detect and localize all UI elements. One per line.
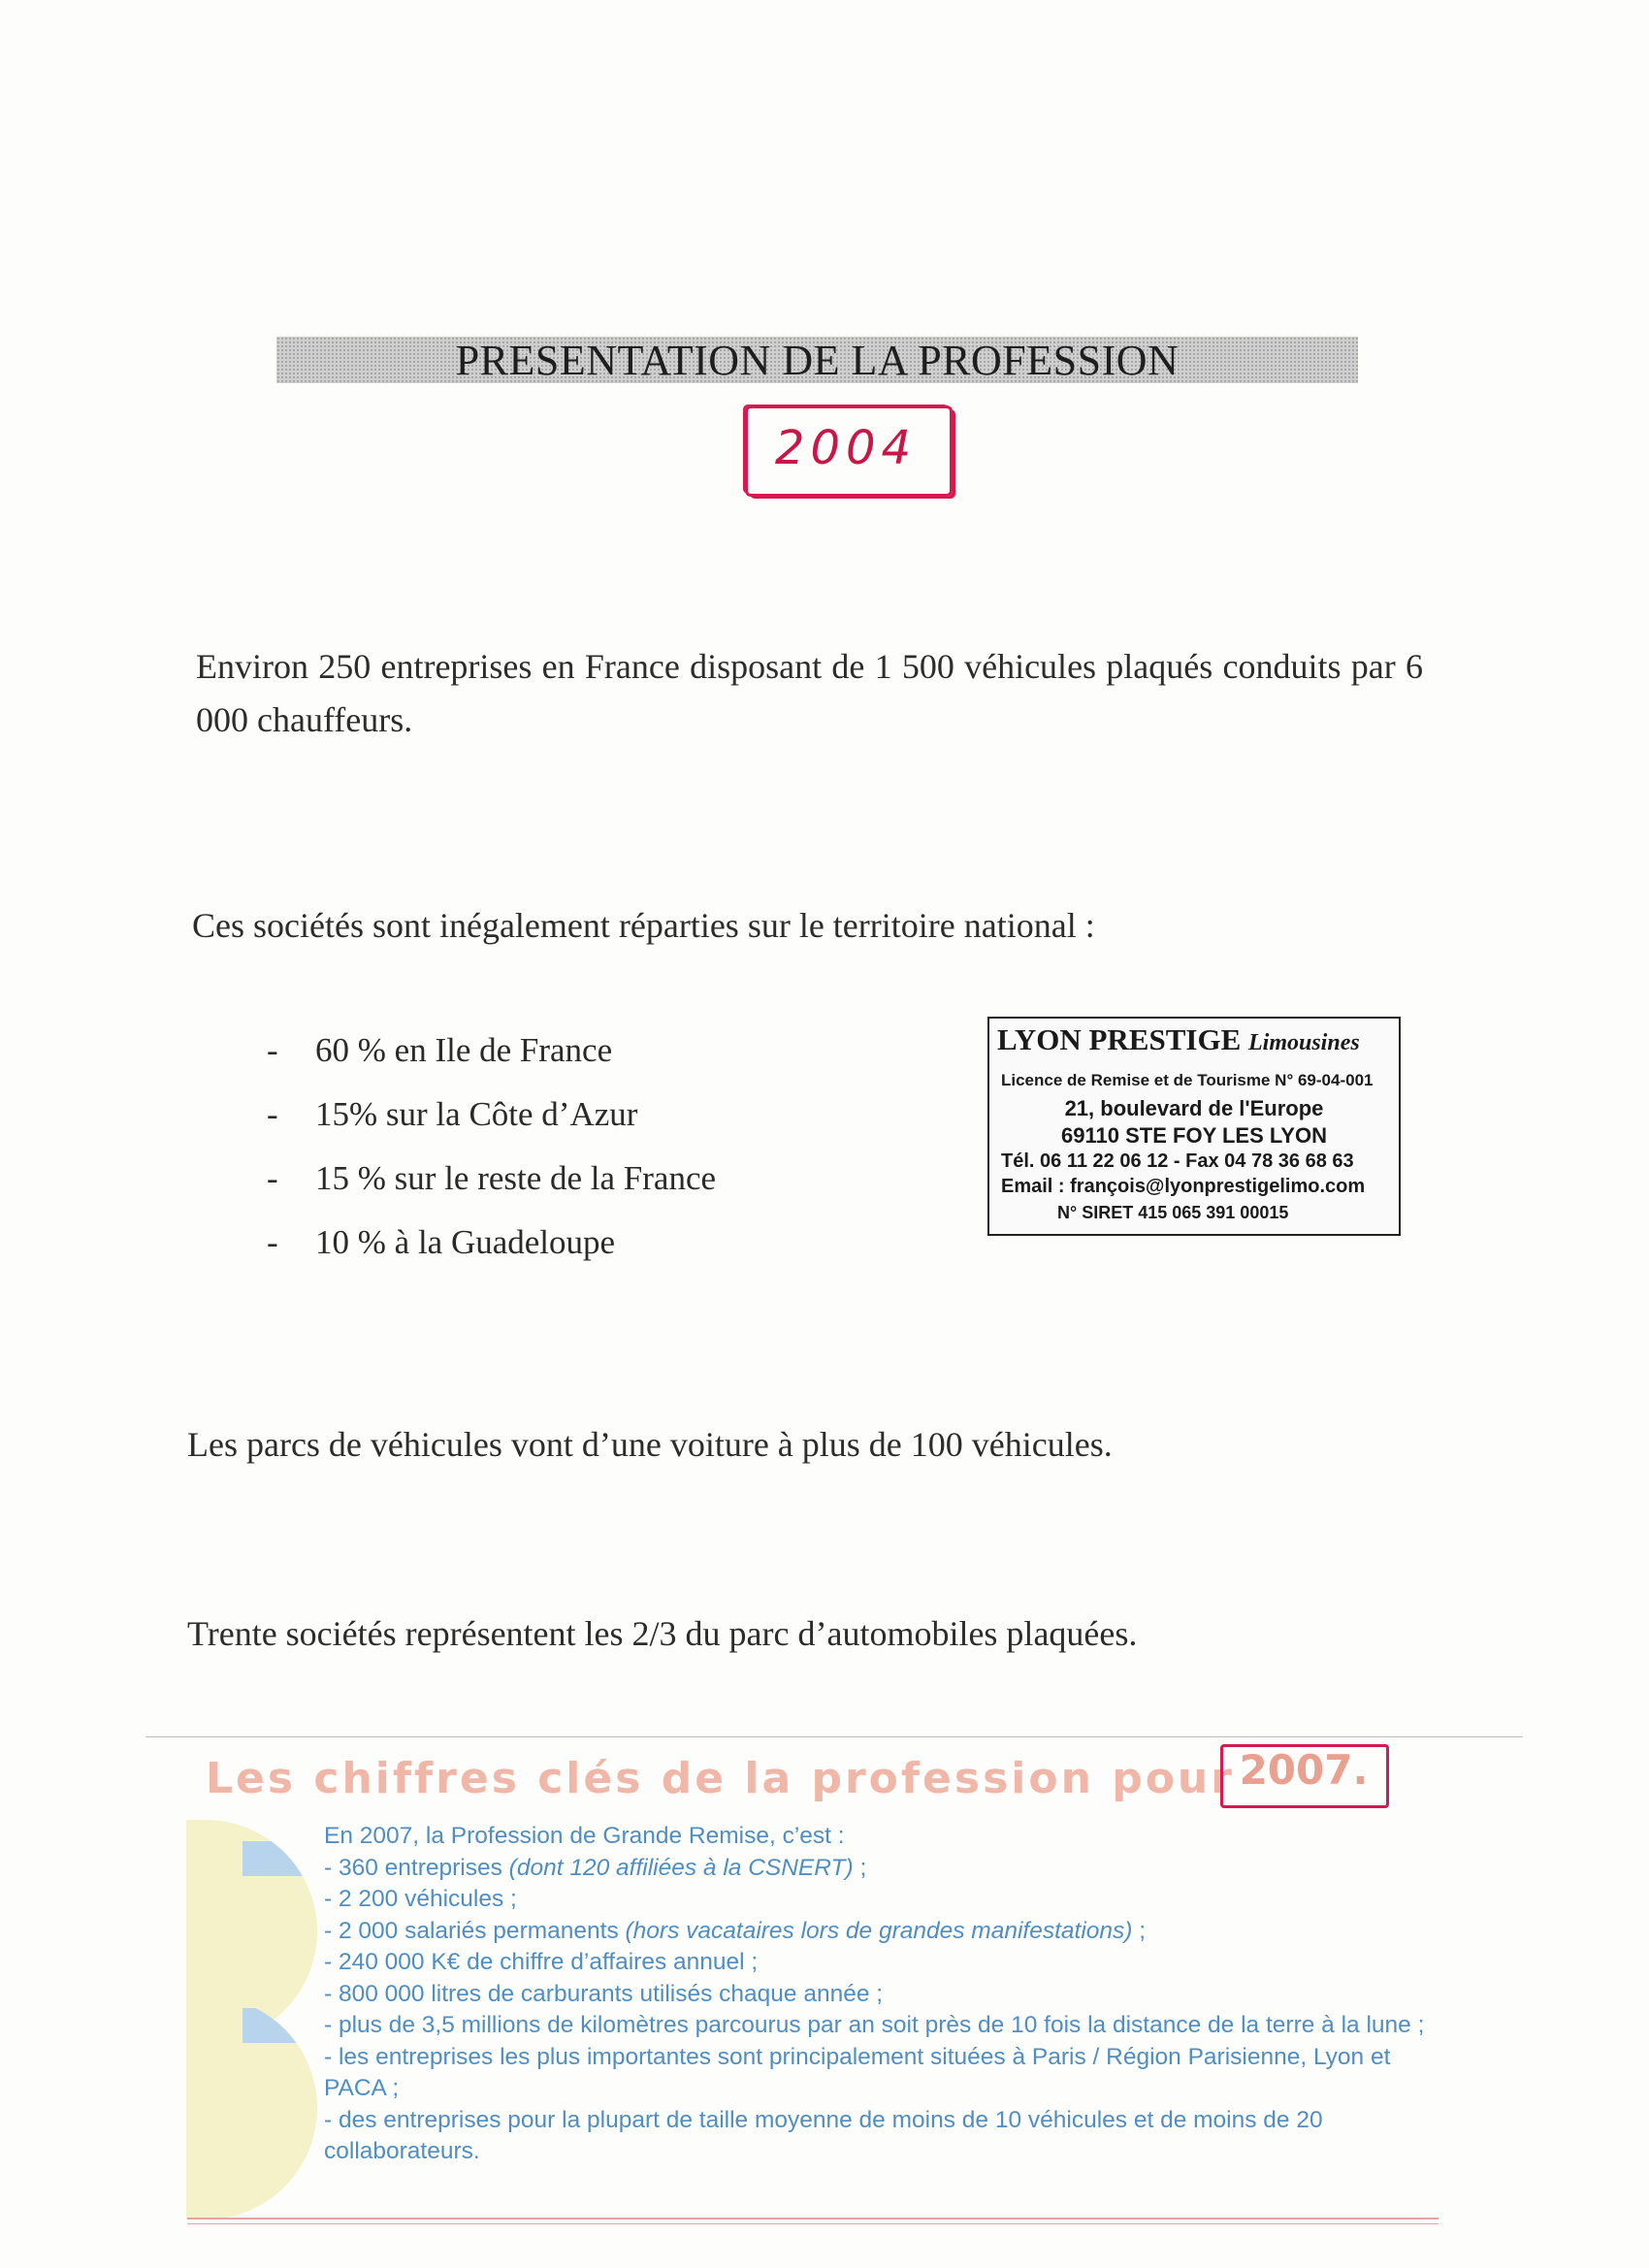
paragraph-distribution: Ces sociétés sont inégalement réparties sur le territoire national : [192, 906, 1095, 945]
stamp-address: 21, boulevard de l'Europe [1064, 1096, 1324, 1120]
decorative-graphic [186, 1996, 317, 2219]
list-item: - 800 000 litres de carburants utilisés chaque année ; [324, 1980, 884, 2007]
bottom-rule [187, 2218, 1439, 2219]
paragraph-fleet-size: Les parcs de véhicules vont d’une voiture à plus de 100 véhicules. [187, 1425, 1113, 1464]
stamp-phone: Tél. 06 11 22 06 12 - Fax 04 78 36 68 63 [1001, 1150, 1354, 1172]
key-figures-year: 2007. [1239, 1746, 1369, 1794]
stamp-siret: N° SIRET 415 065 391 00015 [1057, 1203, 1289, 1222]
paragraph-market-share: Trente sociétés représentent les 2/3 du parc d’automobiles plaquées. [187, 1614, 1138, 1653]
page-title: PRESENTATION DE LA PROFESSION [455, 337, 1180, 384]
list-item: - plus de 3,5 millions de kilomètres parcourus par an soit près de 10 fois la distance de la terre à la lune ; [324, 2012, 1425, 2038]
stamp-city: 69110 STE FOY LES LYON [1061, 1123, 1327, 1148]
stamp-licence: Licence de Remise et de Tourisme N° 69-04-001 [1001, 1071, 1374, 1089]
handwritten-year: 2004 [774, 421, 918, 475]
stamp-company-name: LYON PRESTIGE Limousines [997, 1022, 1360, 1056]
paragraph-companies: Environ 250 entreprises en France disposant de 1 500 véhicules plaqués conduits par 6 000 chauffeurs. [196, 647, 1423, 739]
list-item: - 60 % en Ile de France [267, 1031, 613, 1069]
list-item: - 2 200 véhicules ; [324, 1886, 517, 1912]
key-figures-list [324, 1821, 1432, 2168]
list-item: - 240 000 K€ de chiffre d’affaires annuel ; [324, 1949, 759, 1975]
key-figures-heading: Les chiffres clés de la profession pour [206, 1754, 1235, 1803]
bottom-rule [187, 2223, 1439, 2224]
list-item: - 15 % sur le reste de la France [267, 1159, 717, 1197]
distribution-list [267, 1023, 716, 1280]
key-figures-intro: En 2007, la Profession de Grande Remise, c’est : [324, 1823, 845, 1849]
list-item: - 15% sur la Côte d’Azur [267, 1095, 638, 1133]
list-item: - 2 000 salariés permanents (hors vacataires lors de grandes manifestations) ; [324, 1917, 1147, 1944]
list-item: - des entreprises pour la plupart de taille moyenne de moins de 10 véhicules et de moins de 20 collaborateurs. [324, 2106, 1323, 2164]
list-item: - les entreprises les plus importantes sont principalement situées à Paris / Région Parisienne, Lyon et PACA ; [324, 2043, 1391, 2101]
company-stamp [987, 1017, 1401, 1236]
list-item: - 360 entreprises (dont 120 affiliées à la CSNERT) ; [324, 1854, 867, 1881]
list-item: - 10 % à la Guadeloupe [267, 1223, 616, 1261]
clipping-edge [146, 1736, 1523, 1737]
stamp-email: Email : françois@lyonprestigelimo.com [1001, 1176, 1366, 1197]
